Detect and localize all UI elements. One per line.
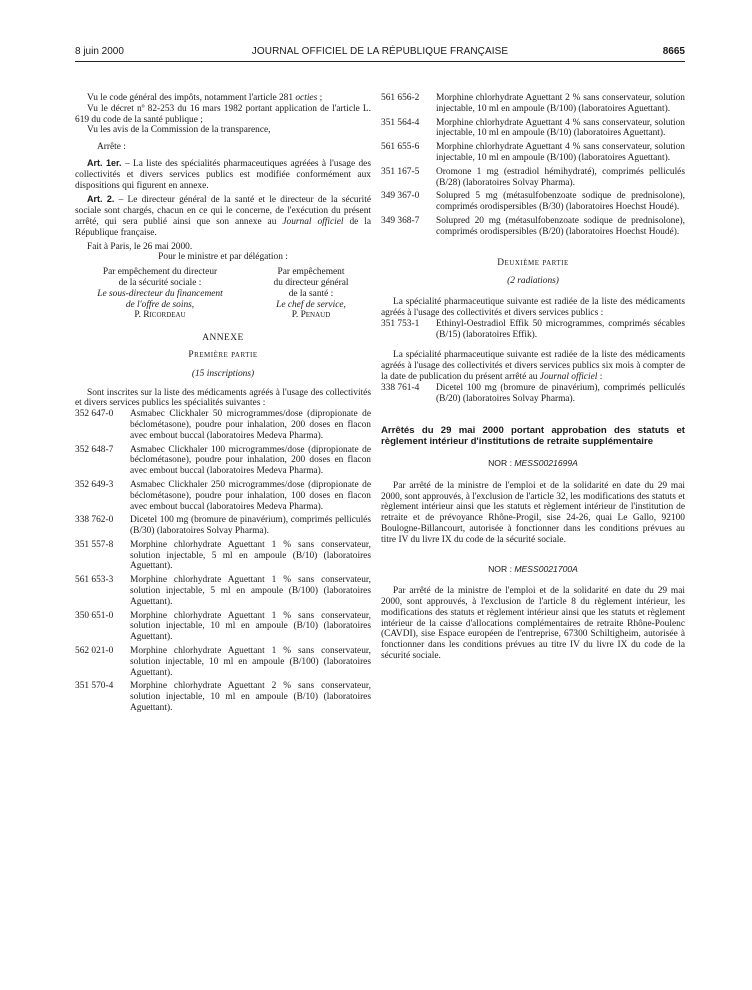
entry-code: 351 753-1 [381,318,420,329]
list-item [75,681,371,713]
list-item [381,142,685,164]
entry-description: Ethinyl-Oestradiol Effik 50 microgrammes, comprimés sécables (B/15) (laboratoires Effik). [436,318,685,340]
deuxieme-partie-title: Deuxième partie [497,257,569,268]
header-rule [75,61,685,62]
entry-code: 338 762-0 [75,515,114,526]
nor-reference-2: NOR : MESS0021700A [488,563,578,574]
list-item [75,611,371,643]
arrete-heading: Arrête : [97,142,126,153]
list-item [381,118,685,140]
delegation-line: Pour le ministre et par délégation : [158,252,288,263]
entry-description: Dicetel 100 mg (bromure de pinavérium), comprimés pelliculés (B/20) (laboratoires Solvay Pharma). [436,382,685,404]
inscriptions-intro: Sont inscrites sur la liste des médicaments agréés à l'usage des collectivités et divers services publics les spécialités suivantes : [75,387,371,409]
vu-avis: Vu les avis de la Commission de la transparence, [87,125,271,136]
entry-description: Morphine chlorhydrate Aguettant 1 % sans conservateur, solution injectable, 5 ml en ampoule (B/100) (laboratoires Aguettant). [130,575,371,607]
list-item [381,216,685,238]
sig2-line: Par empêchement [277,267,345,278]
entry-code: 351 570-4 [75,681,114,692]
article-1: Art. 1er. – La liste des spécialités pharmaceutiques agréées à l'usage des collectivités et divers services publics est modifiée conformément aux dispositions qui figurent en annexe. [75,157,371,191]
entry-description: Morphine chlorhydrate Aguettant 1 % sans conservateur, solution injectable, 10 ml en ampoule (B/10) (laboratoires Aguettant). [130,610,371,643]
fait-a-paris: Fait à Paris, le 26 mai 2000. [87,241,193,252]
entry-code: 351 564-4 [381,117,420,128]
radiation-paragraph-2: La spécialité pharmaceutique suivante est radiée de la liste des médicaments agréés à l'usage des collectivités et divers services publics six mois à compter de la date de publication du présent arrêté au Journal officiel : [381,350,685,382]
vu-decret: Vu le décret nº 82-253 du 16 mars 1982 portant application de l'article L. 619 du code de la santé publique ; [75,103,371,125]
entry-code: 351 167-5 [381,166,420,177]
arretes-heading: Arrêtés du 29 mai 2000 portant approbation des statuts et règlement intérieur d'institutions de retraite supplémentaire [381,425,685,448]
entry-code: 352 649-3 [75,479,114,490]
radiation-paragraph-1: La spécialité pharmaceutique suivante est radiée de la liste des médicaments agréés à l'usage des collectivités et divers services publics : [381,297,685,318]
sig2-line: du directeur général [273,277,349,288]
entry-description: Oromone 1 mg (estradiol hémihydraté), comprimés pelliculés (B/28) (laboratoires Solvay Pharma). [436,166,685,188]
entry-code: 350 651-0 [75,610,114,621]
entry-description: Solupred 5 mg (métasulfobenzoate sodique de prednisolone), comprimés orodispersibles (B/30) (laboratoires Hoechst Houdé). [436,191,685,213]
list-item [381,191,685,213]
list-item [381,383,685,405]
signature-block-1 [75,267,245,321]
right-column [381,93,685,662]
inscriptions-count: (15 inscriptions) [191,368,255,379]
premiere-partie-title: Première partie [188,349,258,360]
entry-description: Asmabec Clickhaler 100 microgrammes/dose (dipropionate de béclométasone), poudre pour inhalation, 200 doses en flacon avec embout buccal (laboratoires Medeva Pharma). [130,444,371,477]
entry-description: Morphine chlorhydrate Aguettant 2 % sans conservateur, solution injectable, 10 ml en ampoule (B/10) (laboratoires Aguettant). [130,681,371,714]
entry-code: 352 648-7 [75,444,114,455]
radiations-count: (2 radiations) [507,276,559,287]
entry-code: 338 761-4 [381,382,420,393]
entry-description: Morphine chlorhydrate Aguettant 4 % sans conservateur, solution injectable, 10 ml en ampoule (B/100) (laboratoires Aguettant). [436,142,685,163]
entry-code: 561 656-2 [381,93,420,103]
entry-description: Morphine chlorhydrate Aguettant 1 % sans conservateur, solution injectable, 5 ml en ampoule (B/10) (laboratoires Aguettant). [130,539,371,572]
list-item [75,409,371,441]
entry-code: 352 647-0 [75,409,114,420]
sig2-line: de la santé : [288,288,334,299]
inscriptions-list [75,409,371,714]
header-date: 8 juin 2000 [75,46,124,57]
list-item [75,515,371,537]
entry-description: Solupred 20 mg (métasulfobenzoate sodique de prednisolone), comprimés orodispersibles (B/20) (laboratoires Hoechst Houdé). [436,215,685,237]
page-number: 8665 [662,46,685,57]
entry-code: 561 655-6 [381,142,420,153]
sig1-line: Le sous-directeur du financement [97,288,223,299]
entry-code: 349 367-0 [381,191,420,202]
list-item [75,540,371,572]
list-item [75,445,371,477]
sig1-signatory: P. Ricordeau [134,310,186,321]
sig2-signatory: P. Penaud [291,310,331,321]
article-2: Art. 2. – Le directeur général de la santé et le directeur de la sécurité sociale sont chargés, chacun en ce qui le concerne, de l'exécution du présent arrêté, qui sera publié ainsi que son annexe au Journal officiel de la République française. [75,194,372,238]
annexe-title: ANNEXE [202,333,244,344]
entry-code: 349 368-7 [381,215,420,226]
arrete-paragraph-2: Par arrêté de la ministre de l'emploi et de la solidarité en date du 29 mai 2000, sont approuvés, à l'exclusion de l'article 8 du règlement intérieur, les modifications des statuts et règlement intérieur ainsi que les statuts et règlement intérieur de la caisse d'allocations complémentaires de retraite Rhône-Poulenc (CAVDI), sise Espace européen de l'entreprise, 67300 Schiltigheim, autorisée à fonctionner dans les conditions prévues au titre IV du livre IX du code de la sécurité sociale. [381,586,685,662]
entry-code: 351 557-8 [75,539,114,550]
arrete-paragraph-1: Par arrêté de la ministre de l'emploi et de la solidarité en date du 29 mai 2000, sont approuvés, à l'exclusion de l'article 32, les modifications des statuts et règlement intérieur ainsi que les statuts et règlement intérieur de l'institution de retraite et de prévoyance Rhône-Progil, sise 24-26, quai Le Gallo, 92100 Boulogne-Billancourt, autorisée à fonctionner dans les conditions prévues au titre IV du livre IX du code de la sécurité sociale. [381,480,685,545]
sig1-line: Par empêchement du directeur [102,267,218,278]
page-header [75,46,685,60]
inscriptions-list-continued [381,93,685,238]
list-item [381,93,685,115]
signature-block-2 [251,267,371,321]
list-item [75,480,371,512]
entry-description: Morphine chlorhydrate Aguettant 1 % sans conservateur, solution injectable, 10 ml en ampoule (B/100) (laboratoires Aguettant). [130,646,371,678]
signatures [75,267,371,321]
entry-description: Morphine chlorhydrate Aguettant 2 % sans conservateur, solution injectable, 10 ml en ampoule (B/100) (laboratoires Aguettant). [436,93,685,114]
sig1-line: de l'offre de soins, [125,299,195,310]
entry-code: 562 021-0 [75,646,114,657]
entry-description: Dicetel 100 mg (bromure de pinavérium), comprimés pelliculés (B/30) (laboratoires Solvay Pharma). [130,515,371,537]
list-item [75,646,371,678]
entry-description: Asmabec Clickhaler 50 microgrammes/dose (dipropionate de béclométasone), poudre pour inhalation, 200 doses en flacon avec embout buccal (laboratoires Medeva Pharma). [130,409,371,441]
journal-title: JOURNAL OFFICIEL DE LA RÉPUBLIQUE FRANÇAISE [251,46,509,57]
entry-description: Asmabec Clickhaler 250 microgrammes/dose (dipropionate de béclométasone), poudre pour inhalation, 100 doses en flacon avec embout buccal (laboratoires Medeva Pharma). [130,479,371,512]
vu-code-impots: Vu le code général des impôts, notamment l'article 281 octies ; [87,93,323,103]
sig1-line: de la sécurité sociale : [118,277,202,288]
entry-code: 561 653-3 [75,575,114,586]
list-item [381,167,685,189]
left-column [75,93,371,714]
list-item [381,319,685,341]
sig2-line: Le chef de service, [276,299,346,310]
list-item [75,575,371,607]
entry-description: Morphine chlorhydrate Aguettant 4 % sans conservateur, solution injectable, 10 ml en ampoule (B/10) (laboratoires Aguettant). [436,117,685,139]
nor-reference-1: NOR : MESS0021699A [488,457,578,468]
